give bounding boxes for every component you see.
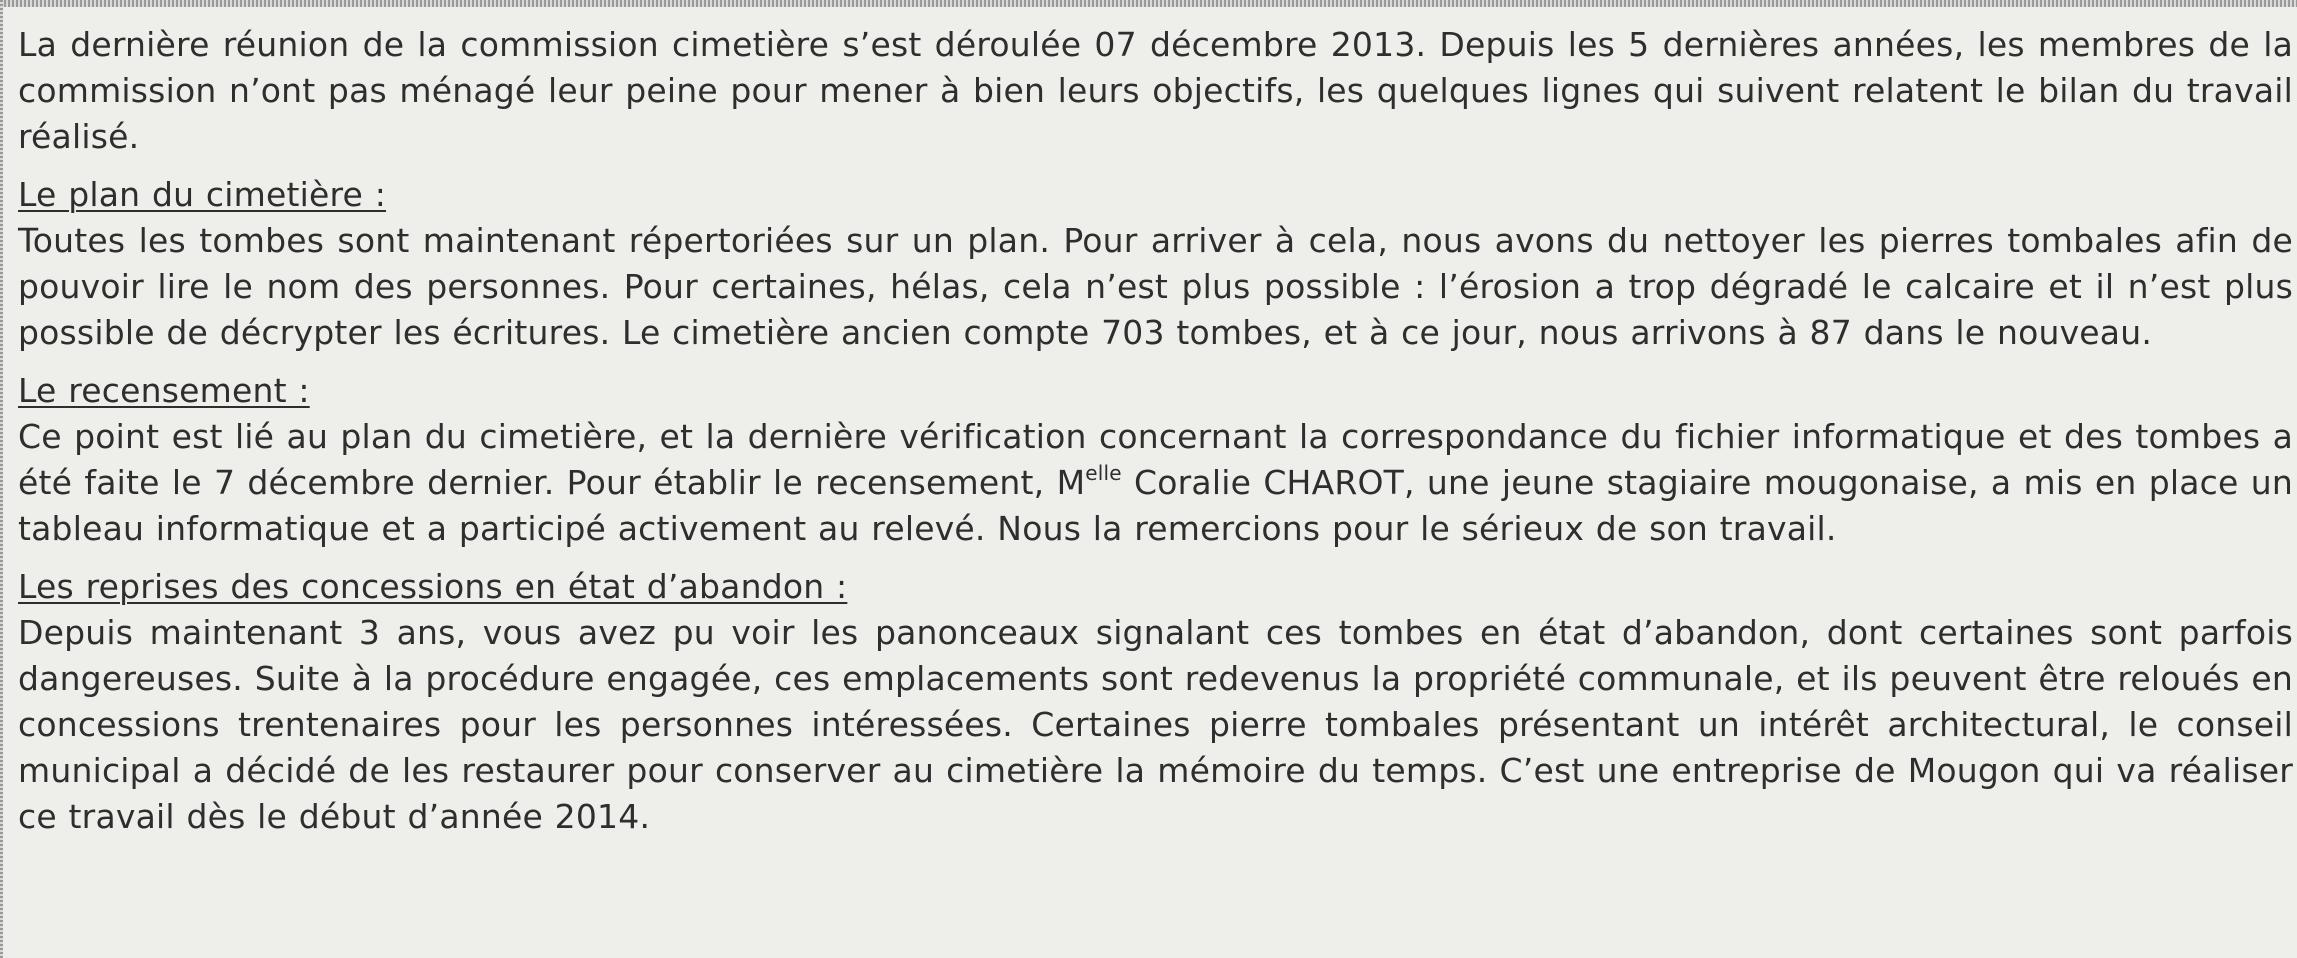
superscript-title: elle <box>1085 461 1122 485</box>
section-body: Depuis maintenant 3 ans, vous avez pu voir les panonceaux signalant ces tombes en état d’abandon, dont certaines sont parfois dangereuses. Suite à la procédure engagée, ces emplacements sont redevenus la propriété communale, et ils peuvent être reloués en concessions trentenaires pour les personnes intéressées. Certaines pierre tombales présentant un intérêt architectural, le conseil municipal a décidé de les restaurer pour conserver au cimetière la mémoire du temps. C’est une entreprise de Mougon qui va réaliser ce travail dès le début d’année 2014. <box>18 613 2293 836</box>
body-text-before: Ce point est lié au plan du cimetière, et la dernière vérification concernant la correspondance du fichier informatique et des tombes a été faite le 7 décembre dernier. Pour établir le recensement, M <box>18 417 2293 502</box>
section-body <box>18 414 2293 552</box>
section-body: Toutes les tombes sont maintenant répertoriées sur un plan. Pour arriver à cela, nous avons du nettoyer les pierres tombales afin de pouvoir lire le nom des personnes. Pour certaines, hélas, cela n’est plus possible : l’érosion a trop dégradé le calcaire et il n’est plus possible de décrypter les écritures. Le cimetière ancien compte 703 tombes, et à ce jour, nous arrivons à 87 dans le nouveau. <box>18 221 2293 352</box>
section-heading: Le recensement : <box>18 371 310 410</box>
intro-paragraph: La dernière réunion de la commission cimetière s’est déroulée 07 décembre 2013. Depuis les 5 dernières années, les membres de la commission n’ont pas ménagé leur peine pour mener à bien leurs objectifs, les quelques lignes qui suivent relatent le bilan du travail réalisé. <box>18 25 2293 156</box>
section-reprises-concessions <box>18 564 2293 840</box>
section-heading: Les reprises des concessions en état d’abandon : <box>18 567 848 606</box>
scan-edge-left <box>0 0 3 958</box>
section-plan-cimetiere <box>18 172 2293 356</box>
scan-edge-top <box>0 0 2297 7</box>
document-page <box>18 22 2293 840</box>
section-heading: Le plan du cimetière : <box>18 175 387 214</box>
body-text-after: Coralie CHAROT, une jeune stagiaire mougonaise, a mis en place un tableau informatique et a participé activement au relevé. Nous la remercions pour le sérieux de son travail. <box>18 463 2293 548</box>
section-recensement <box>18 368 2293 552</box>
